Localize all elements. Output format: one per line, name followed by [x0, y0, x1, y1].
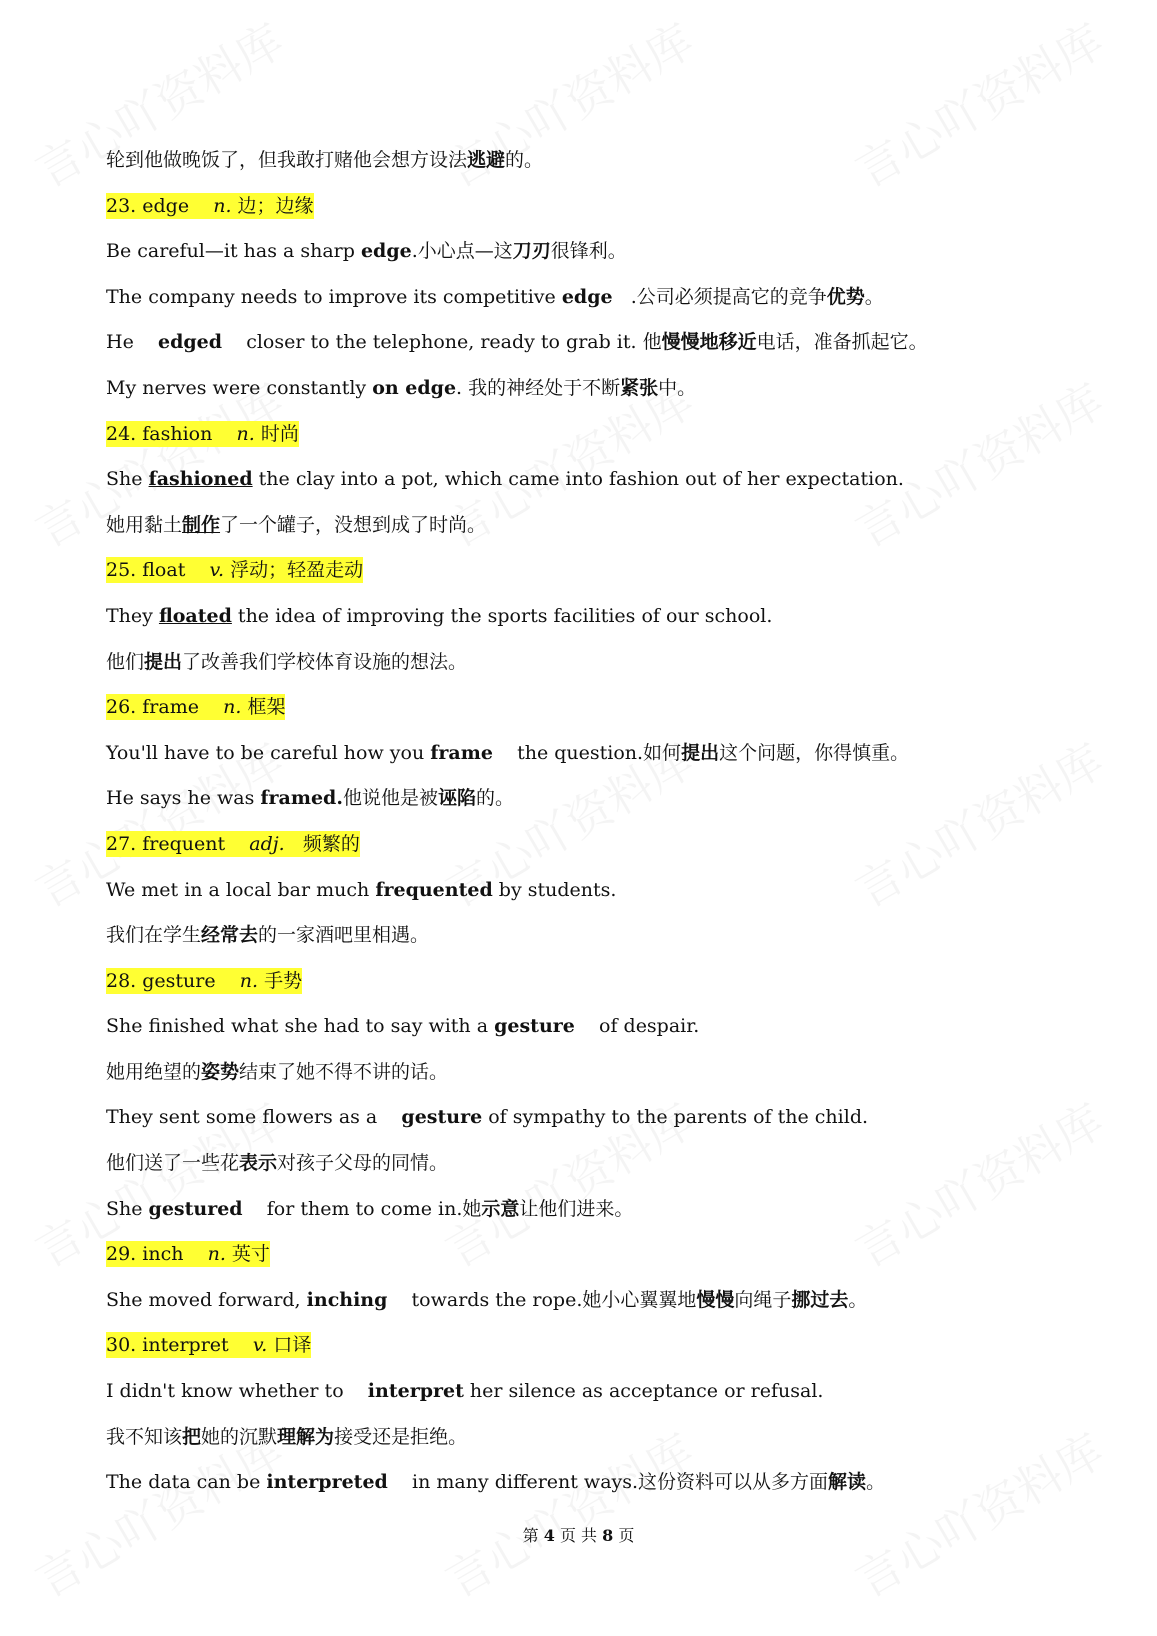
- example-line: [106, 913, 1066, 959]
- text-segment: 他们: [106, 650, 145, 673]
- text-segment: 电话，准备抓起它。: [756, 331, 928, 354]
- example-line: [106, 594, 1066, 640]
- text-segment: We met in a local bar much: [106, 878, 376, 901]
- highlighted-term: [106, 1332, 311, 1358]
- text-segment: My nerves were constantly: [106, 376, 373, 399]
- text-segment: 的。: [475, 787, 514, 810]
- bold-term: 刀刃: [512, 240, 551, 263]
- example-line: [106, 640, 1066, 686]
- highlighted-term: [106, 1241, 270, 1267]
- vocab-heading: [106, 412, 1066, 458]
- bold-term: frame: [430, 741, 493, 764]
- highlighted-term: [106, 557, 363, 583]
- vocab-heading: [106, 548, 1066, 594]
- bold-term: framed.: [260, 787, 343, 810]
- bold-term: gesture: [401, 1106, 483, 1129]
- text-segment: of despair.: [574, 1015, 700, 1038]
- bold-term: edge: [360, 240, 412, 263]
- vocab-heading: [106, 959, 1066, 1005]
- bold-term: 示意: [481, 1197, 520, 1220]
- text-segment: . 我的神经处于不断: [456, 376, 621, 399]
- example-line: [106, 1050, 1066, 1096]
- example-line: [106, 1460, 1066, 1506]
- text-segment: 频繁的: [284, 832, 360, 855]
- bold-term: 提出: [681, 741, 720, 764]
- example-line: [106, 1369, 1066, 1415]
- footer-middle: 页 共: [559, 1526, 598, 1545]
- footer-suffix: 页: [618, 1526, 635, 1545]
- text-segment: 23. edge: [106, 194, 214, 217]
- text-segment: 对孩子父母的同情。: [277, 1152, 449, 1175]
- highlighted-term: [106, 421, 299, 447]
- text-segment: She moved forward,: [106, 1288, 307, 1311]
- example-line: [106, 1278, 1066, 1324]
- text-segment: 的。: [505, 149, 544, 171]
- bold-term: on edge: [372, 376, 457, 399]
- part-of-speech: adj.: [249, 832, 285, 855]
- text-segment: towards the rope.她小心翼翼地: [387, 1288, 697, 1311]
- highlighted-term: [106, 968, 302, 994]
- footer-prefix: 第: [522, 1526, 539, 1545]
- text-segment: 手势: [258, 969, 303, 992]
- bold-term: gestured: [148, 1197, 243, 1220]
- text-segment: 。: [864, 285, 884, 308]
- text-segment: 很锋利。: [550, 240, 627, 263]
- part-of-speech: v.: [252, 1334, 268, 1357]
- bold-term: 慢慢: [696, 1288, 735, 1311]
- bold-term: 经常去: [201, 924, 259, 947]
- text-segment: the clay into a pot, which came into fashion out of her expectation.: [252, 468, 904, 491]
- text-segment: 他说他是被: [342, 787, 438, 810]
- bold-term: 紧张: [620, 376, 659, 399]
- text-segment: 结束了她不得不讲的话。: [239, 1060, 449, 1083]
- text-segment: 接受还是拒绝。: [334, 1425, 468, 1448]
- page-footer: [0, 1523, 1157, 1546]
- bold-term: 理解为: [277, 1425, 335, 1448]
- bold-term: 表示: [239, 1152, 278, 1175]
- text-segment: 。: [866, 1471, 886, 1494]
- bold-term: fashioned: [148, 468, 253, 491]
- bold-term: edged: [157, 331, 223, 354]
- text-segment: She: [106, 468, 149, 491]
- bold-term: edge: [561, 285, 613, 308]
- example-line: [106, 229, 1066, 275]
- text-segment: 时尚: [254, 422, 299, 445]
- vocab-heading: [106, 822, 1066, 868]
- text-segment: 框架: [241, 696, 286, 719]
- bold-term: 慢慢地移近: [661, 331, 757, 354]
- text-segment: Be careful—it has a sharp: [106, 240, 361, 263]
- text-segment: I didn't know whether to: [106, 1380, 368, 1403]
- text-segment: in many different ways.这份资料可以从多方面: [387, 1471, 829, 1494]
- text-segment: 26. frame: [106, 696, 224, 719]
- text-segment: the idea of improving the sports facilities of our school.: [231, 604, 773, 627]
- bold-term: frequented: [375, 878, 493, 901]
- bold-term: 制作: [182, 513, 221, 536]
- vocab-heading: [106, 184, 1066, 230]
- example-line: [106, 731, 1066, 777]
- bold-term: 诬陷: [437, 787, 476, 810]
- footer-total-pages: 8: [602, 1526, 614, 1545]
- text-segment: 27. frequent: [106, 832, 250, 855]
- bold-term: inching: [306, 1288, 388, 1311]
- example-line: [106, 503, 1066, 549]
- bold-term: 解读: [828, 1471, 867, 1494]
- text-segment: 30. interpret: [106, 1334, 253, 1357]
- text-segment: closer to the telephone, ready to grab it. 他: [222, 331, 662, 354]
- text-segment: 这个问题，你得慎重。: [719, 741, 910, 764]
- example-line: [106, 1095, 1066, 1141]
- bold-term: 优势: [826, 285, 865, 308]
- text-segment: for them to come in.她: [242, 1197, 482, 1220]
- example-line: [106, 776, 1066, 822]
- text-segment: 28. gesture: [106, 969, 240, 992]
- bold-term: 把: [182, 1425, 202, 1448]
- text-segment: 她的沉默: [201, 1425, 278, 1448]
- text-segment: 轮到他做晚饭了，但我敢打赌他会想方设法: [106, 149, 468, 171]
- highlighted-term: [106, 694, 285, 720]
- example-line: [106, 1187, 1066, 1233]
- text-segment: He: [106, 331, 158, 354]
- text-segment: 她用绝望的: [106, 1060, 202, 1083]
- text-segment: She finished what she had to say with a: [106, 1015, 495, 1038]
- document-body: [106, 138, 1066, 1506]
- text-segment: 29. inch: [106, 1243, 208, 1266]
- vocab-heading: [106, 1323, 1066, 1369]
- part-of-speech: n.: [223, 696, 242, 719]
- text-segment: She: [106, 1197, 149, 1220]
- text-segment: The company needs to improve its competitive: [106, 285, 562, 308]
- text-segment: He says he was: [106, 787, 261, 810]
- text-segment: .公司必须提高它的竞争: [612, 285, 827, 308]
- text-segment: They sent some flowers as a: [106, 1106, 402, 1129]
- example-line: [106, 457, 1066, 503]
- bold-term: 姿势: [201, 1060, 240, 1083]
- text-segment: by students.: [492, 878, 617, 901]
- example-line: [106, 320, 1066, 366]
- text-segment: 让他们进来。: [519, 1197, 634, 1220]
- text-segment: 中。: [658, 376, 697, 399]
- text-segment: 向绳子: [734, 1288, 792, 1311]
- example-line: [106, 366, 1066, 412]
- text-segment: the question.如何: [492, 741, 682, 764]
- bold-term: gesture: [494, 1015, 575, 1038]
- text-segment: 我们在学生: [106, 924, 202, 947]
- text-segment: of sympathy to the parents of the child.: [482, 1106, 869, 1129]
- example-line: [106, 868, 1066, 914]
- text-segment: 边；边缘: [231, 194, 314, 217]
- highlighted-term: [106, 831, 360, 857]
- footer-page-number: 4: [543, 1526, 555, 1545]
- text-segment: 。: [848, 1288, 868, 1311]
- example-line: [106, 1141, 1066, 1187]
- text-segment: They: [106, 604, 159, 627]
- text-segment: 他们送了一些花: [106, 1152, 240, 1175]
- text-segment: 的一家酒吧里相遇。: [258, 924, 430, 947]
- part-of-speech: n.: [207, 1243, 226, 1266]
- example-line: [106, 275, 1066, 321]
- part-of-speech: n.: [239, 969, 259, 992]
- part-of-speech: v.: [209, 559, 225, 582]
- text-segment: The data can be: [106, 1471, 267, 1494]
- part-of-speech: n.: [213, 194, 232, 217]
- text-segment: 24. fashion: [106, 422, 237, 445]
- bold-term: interpreted: [266, 1471, 388, 1494]
- text-segment: 口译: [267, 1334, 312, 1357]
- text-segment: 25. float: [106, 559, 210, 582]
- bold-term: 挪过去: [791, 1288, 849, 1311]
- example-line: [106, 1415, 1066, 1461]
- text-segment: 了改善我们学校体育设施的想法。: [182, 650, 468, 673]
- highlighted-term: [106, 193, 314, 219]
- text-segment: .小心点—这: [411, 240, 513, 263]
- bold-term: 提出: [144, 650, 183, 673]
- example-line: [106, 1004, 1066, 1050]
- bold-term: interpret: [367, 1380, 464, 1403]
- vocab-heading: [106, 685, 1066, 731]
- text-segment: You'll have to be careful how you: [106, 741, 431, 764]
- text-segment: 浮动；轻盈走动: [224, 559, 364, 582]
- bold-term: 逃避: [467, 149, 506, 171]
- text-segment: her silence as acceptance or refusal.: [463, 1380, 824, 1403]
- text-segment: 她用黏土: [106, 513, 183, 536]
- text-segment: 英寸: [225, 1243, 270, 1266]
- vocab-heading: [106, 1232, 1066, 1278]
- bold-term: floated: [158, 604, 232, 627]
- part-of-speech: n.: [236, 422, 255, 445]
- example-line: [106, 138, 1066, 184]
- text-segment: 了一个罐子，没想到成了时尚。: [220, 513, 487, 536]
- text-segment: 我不知该: [106, 1425, 183, 1448]
